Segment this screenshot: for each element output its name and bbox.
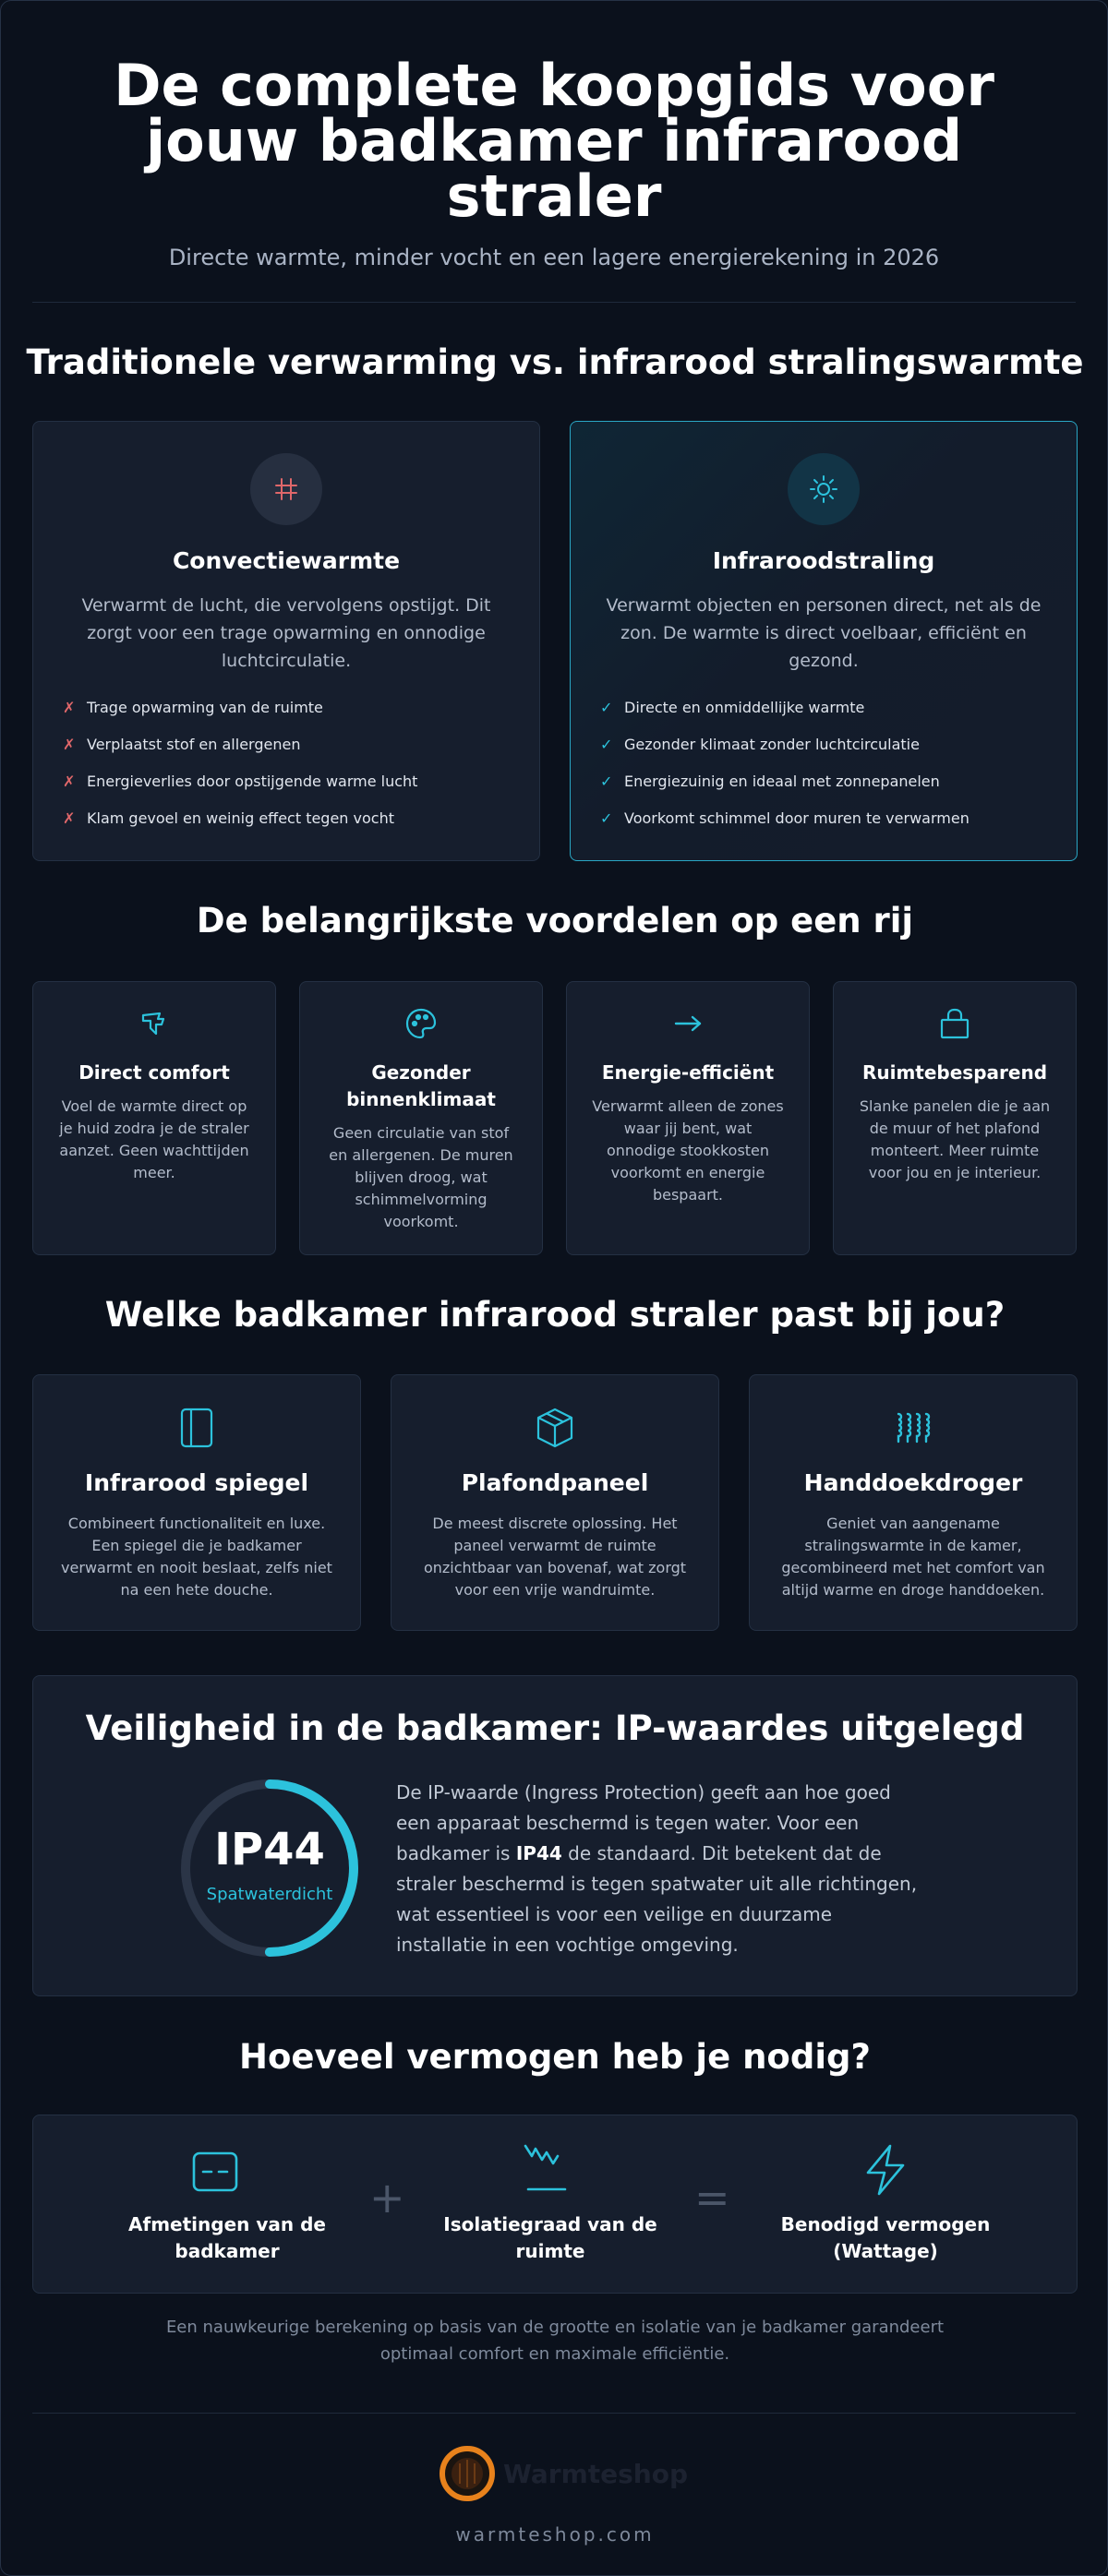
ip-description: De IP-waarde (Ingress Protection) geeft aan hoe goed een apparaat beschermd is tegen water. Voor een badkamer is IP44 de standaard. Dit betekent dat de straler beschermd is tegen spatwater uit alle richtingen, wat essentieel is voor een veilige en duurzame installatie in een vochtige omgeving. (396, 1781, 918, 1956)
benefit-card (566, 981, 810, 1255)
comparison-title: Traditionele verwarming vs. infrarood stralingswarmte (26, 342, 1084, 382)
infrared-card (570, 421, 1078, 861)
towel-rail-icon (750, 1407, 1077, 1449)
benefit-card (833, 981, 1077, 1255)
check-icon: ✓ (600, 809, 613, 827)
list-item: ✓ Directe en onmiddellijke warmte (600, 698, 865, 716)
list-item: ✓ Voorkomt schimmel door muren te verwarmen (600, 809, 970, 827)
palette-icon (300, 1006, 542, 1041)
convection-description: Verwarmt de lucht, die vervolgens opstijgt. Dit zorgt voor een trage opwarming en onnodige luchtcirculatie. (81, 595, 491, 671)
lightning-icon (862, 2143, 909, 2200)
bag-icon (834, 1006, 1076, 1041)
infrared-title: Infraroodstraling (712, 547, 935, 574)
benefit-description: Verwarmt alleen de zones waar jij bent, wat onnodige stookkosten voorkomt en energie bespaart. (592, 1097, 784, 1204)
cross-icon: ✗ (63, 772, 76, 790)
safety-card (32, 1675, 1078, 1996)
logo-icon (439, 2445, 496, 2502)
hand-pointer-icon (33, 1006, 275, 1039)
type-description: De meest discrete oplossing. Het paneel verwarmt de ruimte onzichtbaar van bovenaf, wat zorgt voor een vrije wandruimte. (423, 1515, 687, 1599)
type-card (749, 1374, 1078, 1631)
safety-title: Veiligheid in de badkamer: IP-waardes uitgelegd (85, 1708, 1025, 1748)
benefit-card (299, 981, 543, 1255)
list-item: ✗ Klam gevoel en weinig effect tegen vocht (63, 809, 394, 827)
cross-icon: ✗ (63, 698, 76, 716)
benefit-title: Direct comfort (78, 1061, 230, 1084)
benefit-description: Voel de warmte direct op je huid zodra je de straler aanzet. Geen wachttijden meer. (59, 1097, 249, 1181)
benefits-title: De belangrijkste voordelen op een rij (196, 901, 914, 941)
benefit-card (32, 981, 276, 1255)
cross-icon: ✗ (63, 735, 76, 753)
benefit-title: Gezonder binnenklimaat (346, 1061, 496, 1110)
page-title: De complete koopgids voor jouw badkamer infrarood straler (114, 52, 994, 230)
equals-operator: = (694, 2173, 730, 2223)
page-subtitle: Directe warmte, minder vocht en een lagere energierekening in 2026 (168, 245, 940, 270)
result-wattage-label: Benodigd vermogen (Wattage) (780, 2213, 991, 2262)
infrared-description: Verwarmt objecten en personen direct, net als de zon. De warmte is direct voelbaar, efficiënt en gezond. (606, 595, 1042, 671)
factor-insulation-label: Isolatiegraad van de ruimte (443, 2213, 657, 2262)
type-title: Plafondpaneel (461, 1469, 649, 1496)
brand-logo[interactable] (439, 2445, 688, 2502)
cross-icon: ✗ (63, 809, 76, 827)
factor-dimensions-label: Afmetingen van de badkamer (128, 2213, 326, 2262)
divider (32, 2413, 1076, 2414)
list-item: ✗ Energieverlies door opstijgende warme lucht (63, 772, 418, 790)
brand-name: Warmteshop (503, 2458, 689, 2489)
divider (32, 302, 1076, 303)
benefit-title: Ruimtebesparend (861, 1061, 1048, 1084)
hero (1, 1, 1107, 270)
ip-bold: IP44 (515, 1842, 562, 1864)
gauge-label: Spatwaterdicht (206, 1885, 333, 1904)
type-description: Geniet van aangename stralingswarmte in de kamer, gecombineerd met het comfort van altijd warme en droge handdoeken. (781, 1515, 1045, 1599)
power-formula-card (32, 2115, 1078, 2294)
type-description: Combineert functionaliteit en luxe. Een spiegel die je badkamer verwarmt en nooit beslaat, zelfs niet na een hete douche. (61, 1515, 332, 1599)
list-item: ✓ Gezonder klimaat zonder luchtcirculatie (600, 735, 920, 753)
benefit-description: Slanke panelen die je aan de muur of het plafond monteert. Meer ruimte voor jou en je interieur. (859, 1097, 1051, 1181)
convection-title: Convectiewarmte (172, 547, 401, 574)
footer-url[interactable]: warmteshop.com (455, 2523, 655, 2546)
plus-operator: + (369, 2173, 405, 2223)
mirror-icon (33, 1407, 360, 1449)
type-title: Infrarood spiegel (84, 1469, 309, 1496)
benefit-description: Geen circulatie van stof en allergenen. De muren blijven droog, wat schimmelvorming voorkomt. (329, 1124, 513, 1230)
insulation-icon (523, 2143, 571, 2199)
infrared-bullets (600, 689, 970, 836)
type-card (32, 1374, 361, 1631)
power-title: Hoeveel vermogen heb je nodig? (239, 2037, 871, 2077)
list-item: ✓ Energiezuinig en ideaal met zonnepanelen (600, 772, 940, 790)
radiator-icon (250, 453, 322, 525)
convection-card (32, 421, 540, 861)
benefit-title: Energie-efficiënt (601, 1061, 775, 1084)
check-icon: ✓ (600, 772, 613, 790)
type-card (391, 1374, 719, 1631)
arrow-right-icon (567, 1006, 809, 1041)
check-icon: ✓ (600, 735, 613, 753)
power-note: Een nauwkeurige berekening op basis van de grootte en isolatie van je badkamer garandeert optimaal comfort en maximale efficiëntie. (165, 2318, 945, 2364)
types-title: Welke badkamer infrarood straler past bij jou? (104, 1295, 1006, 1335)
list-item: ✗ Verplaatst stof en allergenen (63, 735, 301, 753)
cube-icon (391, 1407, 718, 1449)
list-item: ✗ Trage opwarming van de ruimte (63, 698, 323, 716)
convection-bullets (63, 689, 417, 836)
gauge-value: IP44 (214, 1824, 325, 1875)
check-icon: ✓ (600, 698, 613, 716)
dimensions-icon (191, 2151, 239, 2197)
type-title: Handdoekdroger (803, 1469, 1023, 1496)
sun-icon (788, 453, 860, 525)
